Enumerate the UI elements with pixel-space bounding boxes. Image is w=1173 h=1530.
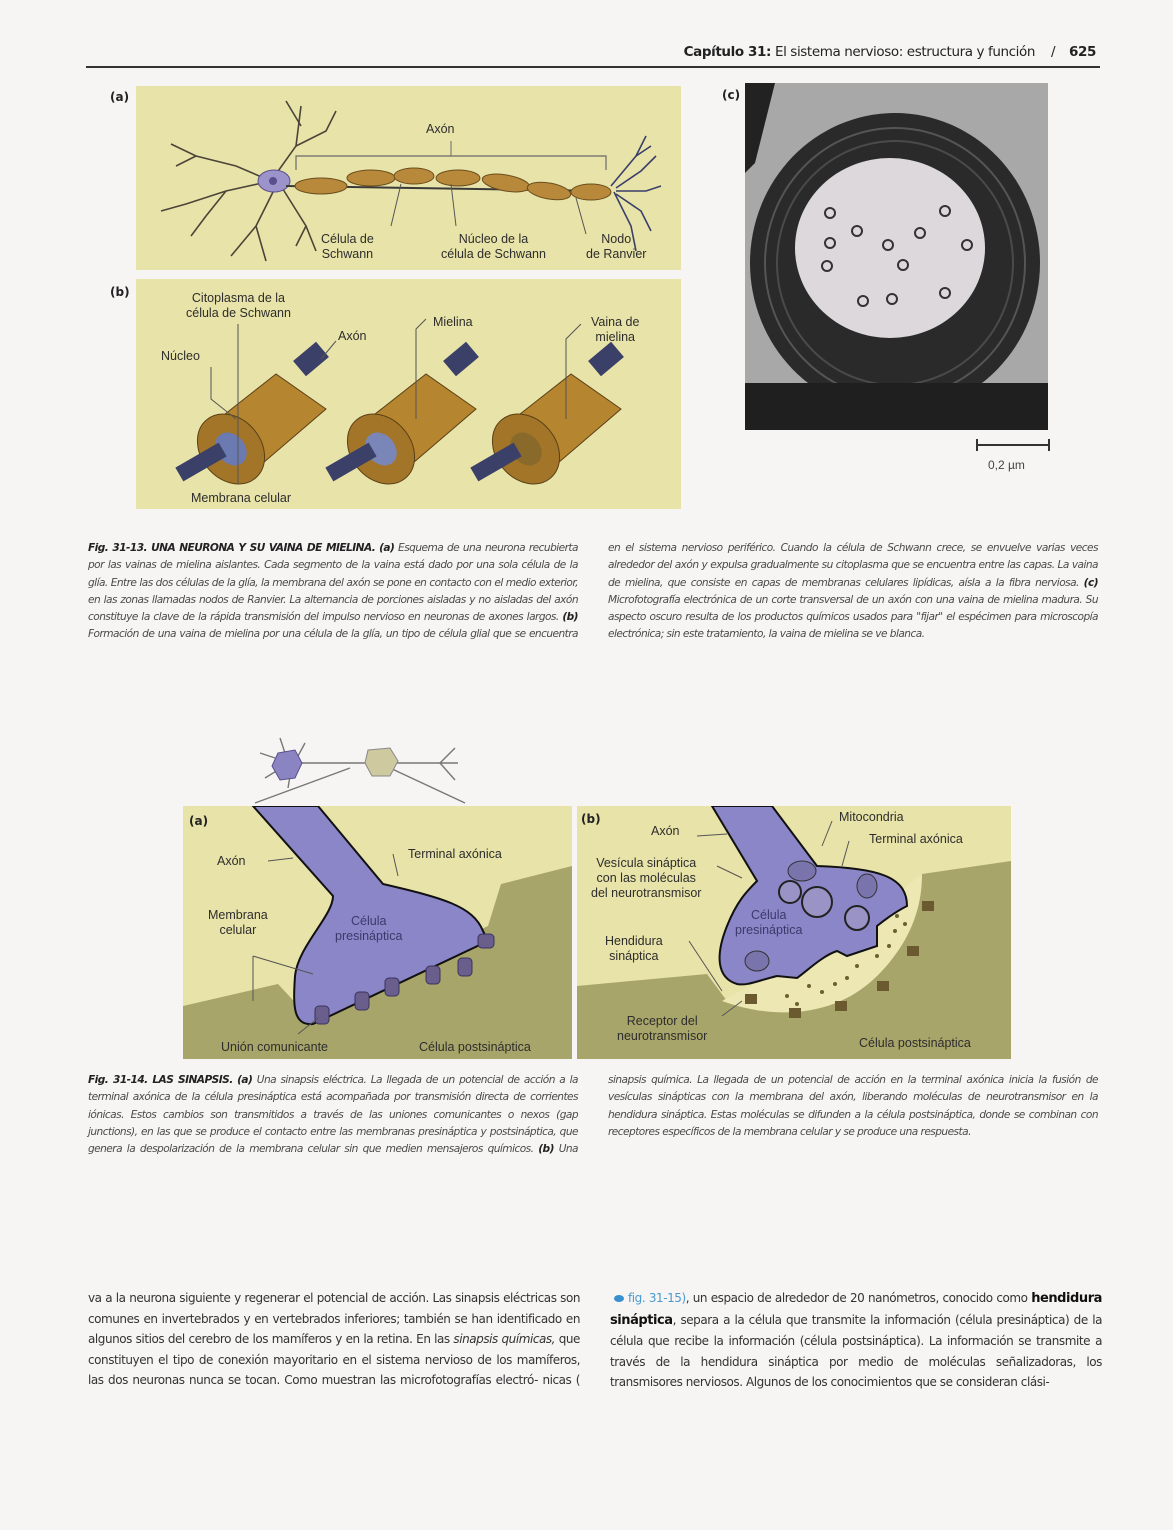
chapter-title: El sistema nervioso: estructura y función [774, 44, 1036, 60]
label-line: presináptica [735, 923, 803, 937]
chapter-number: Capítulo 31: [683, 44, 772, 60]
caption-title: Fig. 31-13. UNA NEURONA Y SU VAINA DE MIELINA. [88, 542, 376, 554]
label-line: Nodo [601, 232, 632, 246]
label-line: presináptica [335, 929, 403, 943]
header-text [684, 44, 1096, 60]
figure-reference-text[interactable]: fig. 31-15) [628, 1291, 686, 1305]
label-line: Schwann [321, 247, 374, 261]
fig13-a-letter: (a) [110, 90, 130, 104]
body-left-text: va a la neurona siguiente y regenerar el potencial de acción. Las sinapsis eléctricas son comunes en invertebrados y en vertebrados inferiores; también se han identificado en algunos sitios del cerebro de los mamíferos y en la retina. En las [88, 1291, 580, 1347]
label-line: mielina [595, 330, 636, 344]
fig13-c-letter: (c) [722, 88, 741, 102]
label-line: de Ranvier [586, 247, 647, 261]
page-number: 625 [1069, 44, 1096, 60]
caption-key-b: (b) [562, 611, 578, 624]
label-schwann-cell [321, 232, 374, 262]
label-axon: Axón [217, 854, 246, 868]
label-myelin: Mielina [433, 315, 473, 329]
scale-bar-label: 0,2 µm [988, 458, 1025, 472]
label-ranvier-node [586, 232, 646, 262]
caption-text-b: Una sinapsis química. La llegada de un potencial de acción en la terminal axónica inicia la fusión de vesículas sinápticas con la membrana del axón, liberando moléculas de neurotransmisor en la hendidura sináptica. Estas moléculas se difunden a la célula postsináptica, donde se combinan con receptores específicos de la membrana celular y se produce una respuesta. [558, 1074, 1098, 1156]
caption-text-a: Esquema de una neurona recubierta por las vainas de mielina aislantes. Cada segmento de la vaina está dado por una sola célula de la glía. Entre las dos células de la glía, la membrana del axón se pone en contacto con el medio exterior, en las zonas llamadas nodos de Ranvier. La alternancia de porciones aisladas y no aisladas del axón constituye la clave de la rápida transmisión del impulso nervioso en neuronas de axones largos. [88, 542, 578, 624]
label-nucleus: Núcleo [161, 349, 200, 363]
label-schwann-nucleus [441, 232, 546, 262]
caption-key-c: (c) [1083, 576, 1098, 589]
key-term: hendidura sináptica [610, 1291, 1102, 1328]
label-line: Vaina de [591, 315, 640, 329]
scale-bar [975, 438, 1055, 452]
fig14-a-letter: (a) [189, 814, 209, 828]
label-axon: Axón [338, 329, 367, 343]
fig14-caption [88, 1072, 1098, 1158]
caption-key-b: (b) [538, 1143, 554, 1156]
fig14-panel-a [183, 806, 572, 1059]
web-reference-icon [614, 1295, 624, 1302]
body-left-end: que constituyen el tipo de conexión mayoritario en el sistema nervioso de los mamíferos, las dos neuronas nunca se tocan. Como muestran las microfotografías electró- [88, 1332, 580, 1388]
fig13-panel-b [136, 279, 681, 509]
label-postsynaptic-cell: Célula postsináptica [419, 1040, 531, 1054]
caption-text-c: Microfotografía electrónica de un corte transversal de un axón con una vaina de mielina madura. Su aspecto oscuro resulta de los productos químicos usados para "fijar" el espécimen para microscopía electrónica; sin este tratamiento, la vaina de mielina se ve blanca. [608, 593, 1098, 641]
caption-text-b: Formación de una vaina de mielina por una célula de la glía, un tipo de célula glial que se encuentra en el sistema nervioso periférico. Cuando la célula de Schwann crece, se envuelve varias veces alrededor del axón y expulsa gradualmente su citoplasma que se encuentra entre las capas. La vaina de mielina, que consiste en capas de membranas celulares lipídicas, aísla a la fibra nerviosa. [88, 542, 1098, 641]
label-cytoplasm [186, 291, 291, 321]
label-presynaptic-cell [735, 908, 802, 938]
label-mitochondria: Mitocondria [839, 810, 904, 824]
figure-reference-link[interactable] [610, 1291, 686, 1305]
cell-nucleus [269, 177, 277, 185]
label-line: del neurotransmisor [591, 886, 702, 900]
label-line: celular [219, 923, 257, 937]
body-right-start: nicas ( [542, 1373, 581, 1388]
axon-cross-section [745, 83, 1048, 430]
fig13-panel-a [136, 86, 681, 270]
fig13-caption [88, 540, 1098, 644]
caption-key-a: (a) [237, 1074, 253, 1086]
label-receptor [617, 1014, 707, 1044]
myelin-cylinders [175, 342, 624, 498]
label-line: Vesícula sináptica [596, 856, 697, 870]
label-line: Célula [750, 908, 787, 922]
label-synaptic-vesicle [591, 856, 701, 901]
label-line: Célula de [321, 232, 374, 246]
header-separator: / [1050, 44, 1056, 60]
label-line: Célula [350, 914, 387, 928]
label-gap-junction: Unión comunicante [221, 1040, 329, 1054]
label-axon: Axón [651, 824, 680, 838]
axon-bracket [296, 156, 606, 170]
fig13-b-letter: (b) [110, 285, 130, 299]
running-header [86, 44, 1100, 68]
label-line: Núcleo de la [458, 232, 529, 246]
label-line: sináptica [609, 949, 659, 963]
label-line: con las moléculas [596, 871, 696, 885]
label-cell-membrane [208, 908, 268, 938]
caption-title: Fig. 31-14. LAS SINAPSIS. [88, 1074, 233, 1086]
label-synaptic-cleft [605, 934, 663, 964]
label-postsynaptic-cell: Célula postsináptica [859, 1036, 971, 1050]
label-axon-terminal: Terminal axónica [408, 847, 502, 861]
label-line: Receptor del [626, 1014, 698, 1028]
label-line: Membrana [208, 908, 268, 922]
label-line: neurotransmisor [617, 1029, 708, 1043]
label-line: Hendidura [605, 934, 663, 948]
label-presynaptic-cell [335, 914, 402, 944]
label-line: célula de Schwann [441, 247, 546, 261]
body-text [88, 1288, 1102, 1393]
body-right-mid: , un espacio de alrededor de 20 nanómetros, conocido como [685, 1291, 1028, 1305]
fig14-panel-b [577, 806, 1011, 1059]
electron-micrograph [745, 83, 1048, 430]
caption-key-a: (a) [379, 542, 395, 554]
body-right-end: , separa a la célula que transmite la información (célula presináptica) de la célula que recibe la información (célula postsináptica). La información se transmite a través de la hendidura sináptica por medio de moléculas señalizadoras, los transmisores nerviosos. Algunos de los conocimientos que se consideran clási- [610, 1312, 1102, 1390]
label-axon: Axón [426, 122, 455, 136]
label-axon-terminal: Terminal axónica [869, 832, 963, 846]
label-line: célula de Schwann [186, 306, 291, 320]
body-italic-term: sinapsis químicas, [453, 1332, 556, 1347]
synapse-overview-icon [240, 728, 470, 808]
caption-text-a: Una sinapsis eléctrica. La llegada de un potencial de acción a la terminal axónica de la célula presináptica está acompañada por transmisión directa de corrientes iónicas. Estos cambios son transmitidos a través de las uniones comunicantes o nexos (gap junctions), en las que se produce el contacto entre las membranas presináptica y postsináptica, que genera la despolarización de la membrana celular sin que medien mensajeros químicos. [88, 1074, 578, 1156]
fig14-b-letter: (b) [581, 812, 601, 826]
label-myelin-sheath [591, 315, 639, 345]
label-line: Citoplasma de la [191, 291, 286, 305]
label-cell-membrane: Membrana celular [191, 491, 292, 505]
